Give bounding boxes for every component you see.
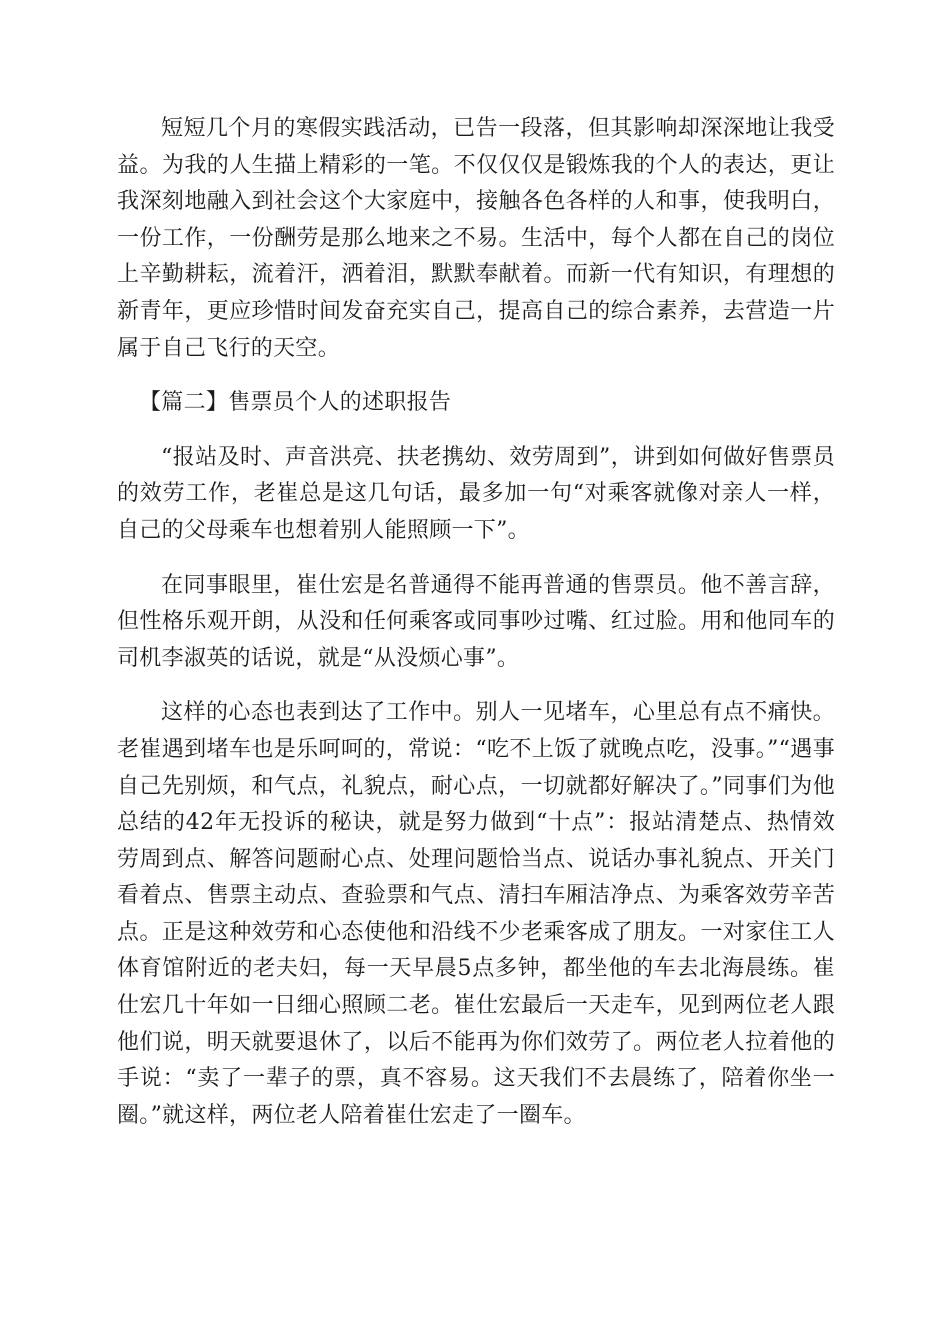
section-heading: 【篇二】售票员个人的述职报告 xyxy=(139,390,452,416)
paragraph-summary: 短短几个月的寒假实践活动，已告一段落，但其影响却深深地让我受益。为我的人生描上精彩的一笔。不仅仅仅是锻炼我的个人的表达，更让我深刻地融入到社会这个大家庭中，接触各色各样的人和事，使我明白，一份工作，一份酬劳是那么地来之不易。生活中，每个人都在自己的岗位上辛勤耕耘，流着汗，洒着泪，默默奉献着。而新一代有知识，有理想的新青年，更应珍惜时间发奋充实自己，提高自己的综合素养，去营造一片属于自己飞行的天空。 xyxy=(117,116,835,361)
paragraph-attitude: 这样的心态也表到达了工作中。别人一见堵车，心里总有点不痛快。老崔遇到堵车也是乐呵呵的，常说：“吃不上饭了就晚点吃，没事。”“遇事自己先别烦，和气点，礼貌点，耐心点，一切就都好解决了。”同事们为他总结的42年无投诉的秘诀，就是努力做到“十点”：报站清楚点、热情效劳周到点、解答问题耐心点、处理问题恰当点、说话办事礼貌点、开关门看着点、售票主动点、查验票和气点、清扫车厢洁净点、为乘客效劳辛苦点。正是这种效劳和心态使他和沿线不少老乘客成了朋友。一对家住工人体育馆附近的老夫妇，每一天早晨5点多钟，都坐他的车去北海晨练。崔仕宏几十年如一日细心照顾二老。崔仕宏最后一天走车，见到两位老人跟他们说，明天就要退休了，以后不能再为你们效劳了。两位老人拉着他的手说：“卖了一辈子的票，真不容易。这天我们不去晨练了，陪着你坐一圈。”就这样，两位老人陪着崔仕宏走了一圈车。 xyxy=(117,700,835,1128)
paragraph-quote: “报站及时、声音洪亮、扶老携幼、效劳周到”，讲到如何做好售票员的效劳工作，老崔总是这几句话，最多加一句“对乘客就像对亲人一样，自己的父母乘车也想着别人能照顾一下”。 xyxy=(117,444,835,543)
paragraph-colleagues: 在同事眼里，崔仕宏是名普通得不能再普通的售票员。他不善言辞，但性格乐观开朗，从没和任何乘客或同事吵过嘴、红过脸。用和他同车的司机李淑英的话说，就是“从没烦心事”。 xyxy=(117,572,835,671)
document-body xyxy=(117,111,835,1152)
